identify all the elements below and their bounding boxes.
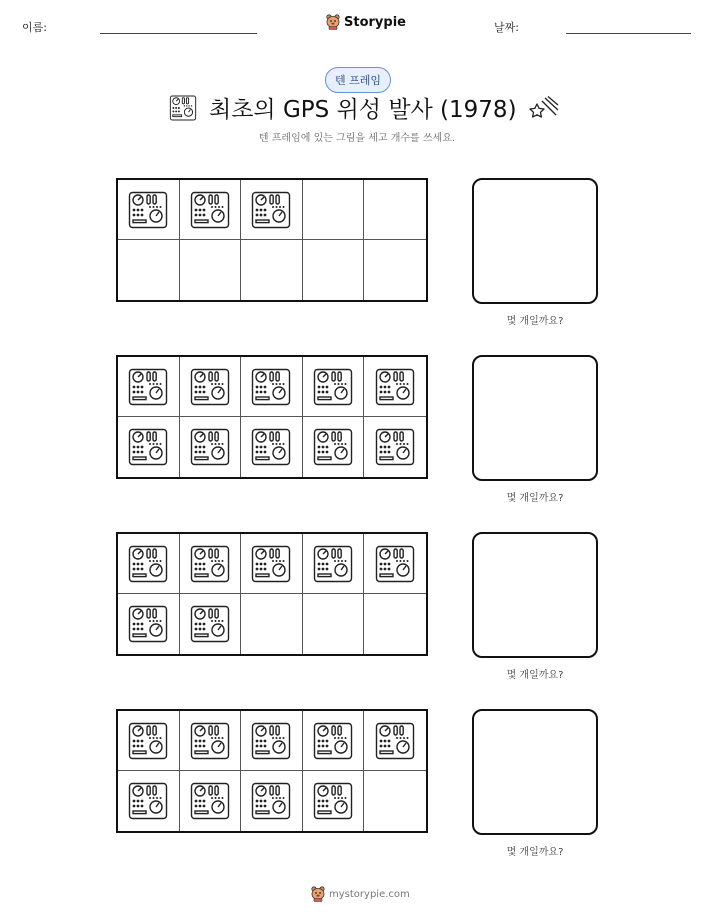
mascot-icon (326, 14, 340, 30)
frame-cell (180, 594, 242, 654)
frame-cell (118, 771, 180, 831)
frame-cell (241, 594, 303, 654)
frame-cell (118, 180, 180, 240)
control-panel-icon (313, 428, 353, 466)
brand-name: Storypie (344, 14, 406, 30)
brand-logo (326, 14, 406, 30)
frame-cell (180, 357, 242, 417)
frame-cell (180, 771, 242, 831)
control-panel-icon (190, 722, 230, 760)
control-panel-icon (128, 545, 168, 583)
answer-box-3[interactable] (472, 532, 598, 658)
control-panel-icon (313, 368, 353, 406)
frame-cell (180, 711, 242, 771)
control-panel-icon (190, 428, 230, 466)
ten-frame-grid (116, 532, 428, 656)
shooting-star-icon (529, 95, 559, 121)
control-panel-icon (313, 545, 353, 583)
control-panel-icon (375, 368, 415, 406)
mascot-icon (311, 886, 325, 902)
control-panel-icon (128, 605, 168, 643)
question-label-3: 몇 개일까요? (506, 670, 564, 681)
frame-cell (303, 240, 365, 300)
frame-cell (180, 534, 242, 594)
control-panel-icon (128, 191, 168, 229)
control-panel-icon (128, 428, 168, 466)
frame-cell (180, 417, 242, 477)
instruction-text: 텐 프레임에 있는 그림을 세고 개수를 쓰세요. (258, 133, 456, 144)
ten-frame-1 (116, 178, 428, 302)
answer-box-2[interactable] (472, 355, 598, 481)
frame-cell (364, 771, 426, 831)
frame-cell (303, 180, 365, 240)
frame-cell (303, 417, 365, 477)
frame-cell (303, 771, 365, 831)
control-panel-icon (169, 95, 197, 121)
ten-frame-3 (116, 532, 428, 656)
frame-cell (364, 594, 426, 654)
frame-cell (364, 357, 426, 417)
frame-cell (118, 240, 180, 300)
question-label-2: 몇 개일까요? (506, 493, 564, 504)
date-line[interactable] (566, 33, 691, 34)
control-panel-icon (190, 782, 230, 820)
control-panel-icon (251, 722, 291, 760)
frame-cell (180, 240, 242, 300)
name-line[interactable] (100, 33, 257, 34)
control-panel-icon (251, 545, 291, 583)
frame-cell (364, 534, 426, 594)
frame-cell (118, 534, 180, 594)
frame-cell (241, 240, 303, 300)
control-panel-icon (190, 368, 230, 406)
frame-cell (303, 357, 365, 417)
control-panel-icon (128, 368, 168, 406)
frame-cell (364, 711, 426, 771)
control-panel-icon (313, 722, 353, 760)
control-panel-icon (128, 722, 168, 760)
question-label-1: 몇 개일까요? (506, 316, 564, 327)
worksheet-type-badge: 텐 프레임 (325, 67, 391, 93)
frame-cell (180, 180, 242, 240)
frame-cell (241, 417, 303, 477)
frame-cell (303, 594, 365, 654)
control-panel-icon (251, 368, 291, 406)
frame-cell (303, 711, 365, 771)
control-panel-icon (190, 191, 230, 229)
page-title-text: 최초의 GPS 위성 발사 (1978) (209, 97, 517, 123)
frame-cell (364, 180, 426, 240)
frame-cell (118, 594, 180, 654)
control-panel-icon (313, 782, 353, 820)
frame-cell (241, 357, 303, 417)
control-panel-icon (251, 191, 291, 229)
control-panel-icon (251, 428, 291, 466)
frame-cell (118, 357, 180, 417)
frame-cell (241, 771, 303, 831)
frame-cell (241, 180, 303, 240)
question-label-4: 몇 개일까요? (506, 847, 564, 858)
frame-cell (364, 417, 426, 477)
page-title (169, 91, 559, 124)
control-panel-icon (375, 428, 415, 466)
control-panel-icon (251, 782, 291, 820)
ten-frame-2 (116, 355, 428, 479)
frame-cell (118, 417, 180, 477)
frame-cell (364, 240, 426, 300)
frame-cell (241, 711, 303, 771)
frame-cell (241, 534, 303, 594)
control-panel-icon (128, 782, 168, 820)
answer-box-4[interactable] (472, 709, 598, 835)
frame-cell (303, 534, 365, 594)
control-panel-icon (375, 545, 415, 583)
control-panel-icon (375, 722, 415, 760)
control-panel-icon (190, 605, 230, 643)
date-label: 날짜: (494, 21, 519, 34)
frame-cell (118, 711, 180, 771)
ten-frame-grid (116, 178, 428, 302)
name-label: 이름: (22, 21, 47, 34)
footer-url: mystorypie.com (329, 888, 410, 900)
ten-frame-4 (116, 709, 428, 833)
answer-box-1[interactable] (472, 178, 598, 304)
ten-frame-grid (116, 355, 428, 479)
footer (311, 886, 410, 902)
control-panel-icon (190, 545, 230, 583)
ten-frame-grid (116, 709, 428, 833)
